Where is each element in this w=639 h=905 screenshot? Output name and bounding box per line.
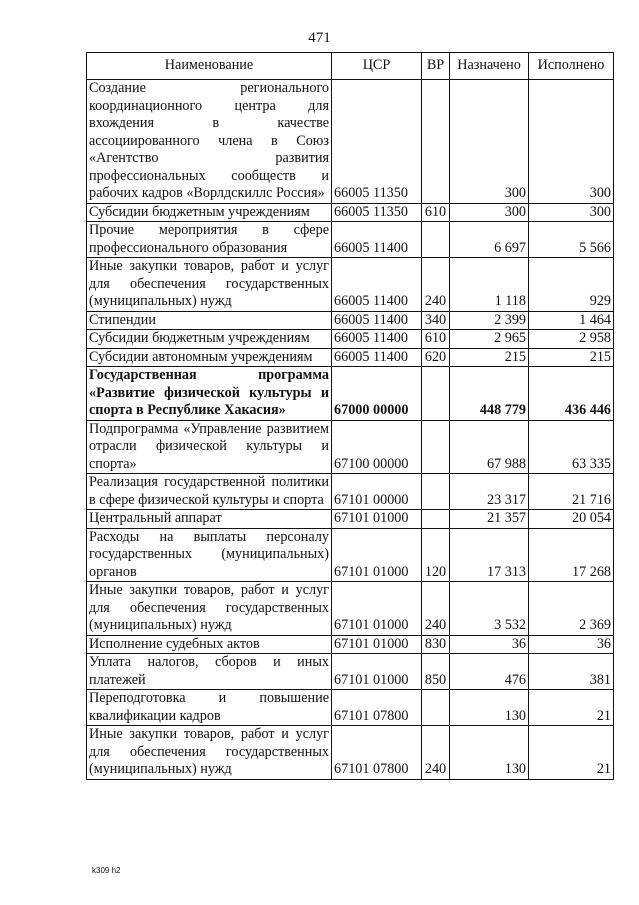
table-row: [87, 635, 614, 654]
cell-planned: 300: [450, 203, 529, 222]
table-row: [87, 654, 614, 690]
table-row: [87, 80, 614, 204]
cell-planned: 17 313: [450, 528, 529, 582]
cell-csr: 67101 01000: [332, 510, 422, 529]
header-name: Наименование: [87, 53, 332, 80]
cell-vr: [422, 690, 450, 726]
cell-planned: 3 532: [450, 582, 529, 636]
cell-executed: 381: [529, 654, 614, 690]
page-number: 471: [308, 30, 331, 46]
cell-executed: 63 335: [529, 420, 614, 474]
cell-executed: 2 958: [529, 330, 614, 349]
cell-planned: 130: [450, 690, 529, 726]
cell-executed: 2 369: [529, 582, 614, 636]
cell-csr: 67101 01000: [332, 635, 422, 654]
table-header-row: [87, 53, 614, 80]
cell-csr: 66005 11400: [332, 258, 422, 312]
cell-vr: 240: [422, 258, 450, 312]
cell-executed: 21 716: [529, 474, 614, 510]
header-planned: Назначено: [450, 53, 529, 80]
cell-name: Субсидии бюджетным учреждениям: [87, 203, 332, 222]
cell-name: Субсидии бюджетным учреждениям: [87, 330, 332, 349]
table-row: [87, 367, 614, 421]
cell-vr: [422, 80, 450, 204]
cell-vr: [422, 510, 450, 529]
cell-planned: 21 357: [450, 510, 529, 529]
cell-csr: 67101 01000: [332, 582, 422, 636]
cell-csr: 67000 00000: [332, 367, 422, 421]
cell-name: Субсидии автономным учреждениям: [87, 348, 332, 367]
cell-name: Государственная программа «Развитие физической культуры и спорта в Республике Хакасия»: [87, 367, 332, 421]
cell-planned: 2 399: [450, 311, 529, 330]
table-row: [87, 222, 614, 258]
cell-vr: [422, 367, 450, 421]
cell-vr: 610: [422, 330, 450, 349]
header-executed: Исполнено: [529, 53, 614, 80]
cell-name: Переподготовка и повышение квалификации кадров: [87, 690, 332, 726]
cell-planned: 1 118: [450, 258, 529, 312]
table-row: [87, 348, 614, 367]
cell-planned: 448 779: [450, 367, 529, 421]
cell-planned: 2 965: [450, 330, 529, 349]
cell-planned: 6 697: [450, 222, 529, 258]
cell-vr: 340: [422, 311, 450, 330]
cell-name: Создание регионального координационного центра для вхождения в качестве ассоциированного члена в Союз «Агентство развития профессиональных сообществ и рабочих кадров «Ворлдскиллс Россия»: [87, 80, 332, 204]
table-row: [87, 690, 614, 726]
cell-executed: 300: [529, 203, 614, 222]
cell-name: Иные закупки товаров, работ и услуг для обеспечения государственных (муниципальных) нужд: [87, 582, 332, 636]
cell-name: Центральный аппарат: [87, 510, 332, 529]
cell-planned: 300: [450, 80, 529, 204]
cell-name: Стипендии: [87, 311, 332, 330]
cell-planned: 23 317: [450, 474, 529, 510]
cell-csr: 66005 11350: [332, 203, 422, 222]
cell-name: Иные закупки товаров, работ и услуг для обеспечения государственных (муниципальных) нужд: [87, 726, 332, 780]
cell-name: Исполнение судебных актов: [87, 635, 332, 654]
cell-executed: 20 054: [529, 510, 614, 529]
cell-vr: [422, 222, 450, 258]
cell-executed: 929: [529, 258, 614, 312]
table-row: [87, 420, 614, 474]
cell-csr: 66005 11350: [332, 80, 422, 204]
cell-executed: 436 446: [529, 367, 614, 421]
table-row: [87, 726, 614, 780]
cell-csr: 66005 11400: [332, 311, 422, 330]
table-row: [87, 582, 614, 636]
cell-executed: 36: [529, 635, 614, 654]
cell-name: Реализация государственной политики в сфере физической культуры и спорта: [87, 474, 332, 510]
cell-name: Уплата налогов, сборов и иных платежей: [87, 654, 332, 690]
cell-planned: 215: [450, 348, 529, 367]
cell-csr: 67101 07800: [332, 726, 422, 780]
cell-vr: [422, 474, 450, 510]
cell-executed: 17 268: [529, 528, 614, 582]
cell-planned: 130: [450, 726, 529, 780]
table-row: [87, 258, 614, 312]
budget-table: [86, 52, 614, 780]
header-vr: ВР: [422, 53, 450, 80]
table-row: [87, 474, 614, 510]
cell-executed: 21: [529, 690, 614, 726]
cell-vr: 830: [422, 635, 450, 654]
cell-planned: 476: [450, 654, 529, 690]
cell-name: Иные закупки товаров, работ и услуг для обеспечения государственных (муниципальных) нужд: [87, 258, 332, 312]
table-row: [87, 203, 614, 222]
cell-csr: 67101 01000: [332, 528, 422, 582]
cell-name: Расходы на выплаты персоналу государственных (муниципальных) органов: [87, 528, 332, 582]
cell-executed: 1 464: [529, 311, 614, 330]
cell-vr: 240: [422, 726, 450, 780]
cell-executed: 21: [529, 726, 614, 780]
cell-vr: 850: [422, 654, 450, 690]
cell-csr: 67100 00000: [332, 420, 422, 474]
cell-csr: 67101 01000: [332, 654, 422, 690]
cell-vr: 610: [422, 203, 450, 222]
cell-vr: 120: [422, 528, 450, 582]
cell-name: Подпрограмма «Управление развитием отрасли физической культуры и спорта»: [87, 420, 332, 474]
cell-csr: 67101 00000: [332, 474, 422, 510]
cell-executed: 5 566: [529, 222, 614, 258]
footer-code: k309 h2: [92, 866, 121, 875]
table-row: [87, 528, 614, 582]
cell-csr: 66005 11400: [332, 348, 422, 367]
table-row: [87, 510, 614, 529]
cell-executed: 215: [529, 348, 614, 367]
cell-vr: 620: [422, 348, 450, 367]
cell-csr: 67101 07800: [332, 690, 422, 726]
table-body: [87, 80, 614, 780]
cell-csr: 66005 11400: [332, 222, 422, 258]
cell-vr: [422, 420, 450, 474]
table-row: [87, 330, 614, 349]
cell-name: Прочие мероприятия в сфере профессионального образования: [87, 222, 332, 258]
cell-planned: 36: [450, 635, 529, 654]
cell-executed: 300: [529, 80, 614, 204]
cell-vr: 240: [422, 582, 450, 636]
cell-planned: 67 988: [450, 420, 529, 474]
table-row: [87, 311, 614, 330]
cell-csr: 66005 11400: [332, 330, 422, 349]
header-csr: ЦСР: [332, 53, 422, 80]
